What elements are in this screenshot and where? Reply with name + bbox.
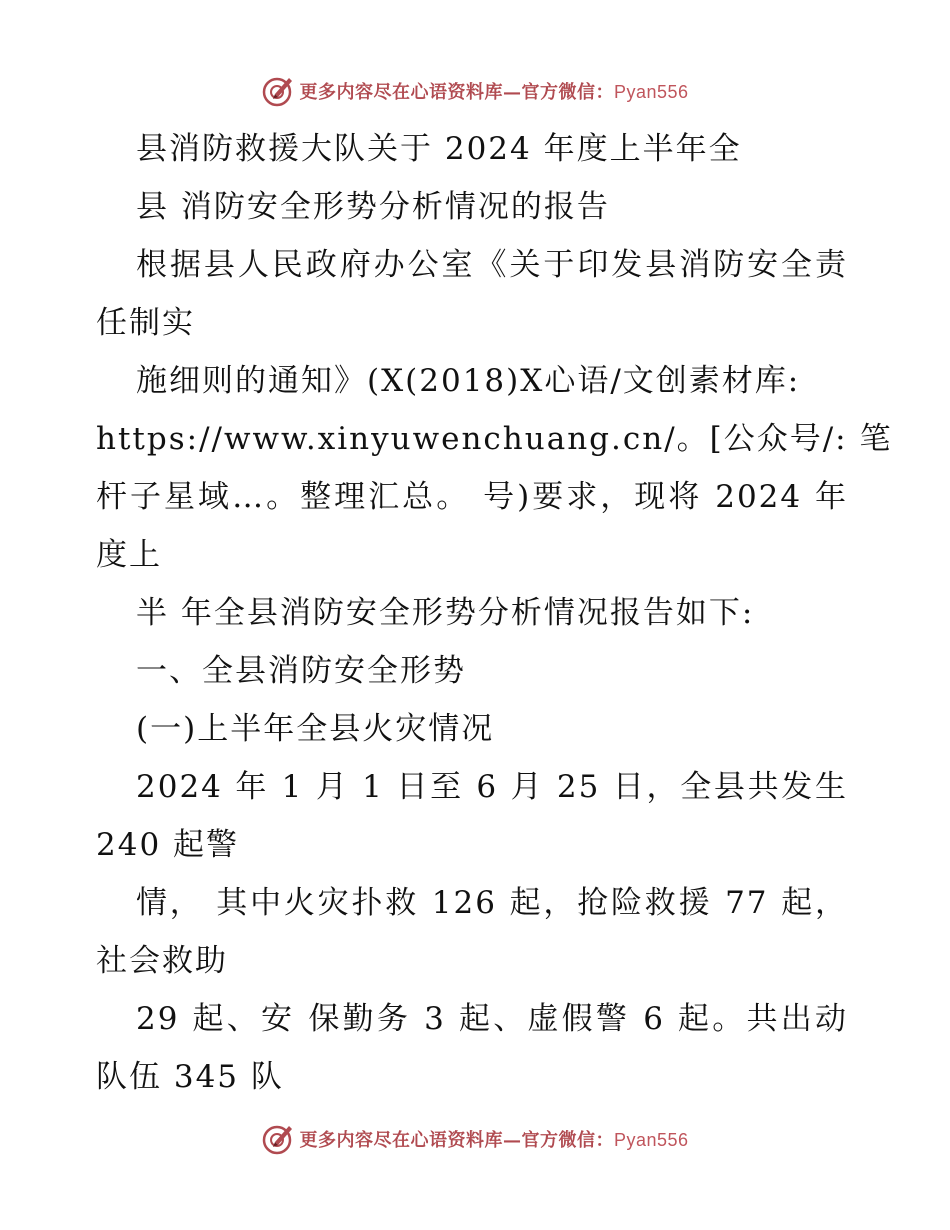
footer-watermark	[0, 1119, 950, 1159]
paragraph-line: 根据县人民政府办公室《关于印发县消防安全责	[136, 247, 848, 283]
document-body	[96, 120, 893, 1106]
watermark-wechat-id: Pyan556	[613, 82, 689, 102]
subsection-heading: (一)上半年全县火灾情况	[136, 711, 495, 747]
title-line-1: 县消防救援大队关于 2024 年度上半年全	[136, 131, 742, 167]
paragraph-line: 240 起警	[96, 827, 240, 863]
paragraph-line: 2024 年 1 月 1 日至 6 月 25 日，全县共发生	[136, 769, 848, 805]
paragraph-line: 队伍 345 队	[96, 1059, 284, 1095]
watermark-brand: 更多内容尽在心语资料库	[299, 82, 503, 103]
paragraph-line: 情， 其中火灾扑救 126 起，抢险救援 77 起，	[136, 885, 848, 921]
pen-logo-icon	[261, 74, 295, 108]
paragraph-line: 施细则的通知》(X(2018)X心语/文创素材库:	[136, 363, 801, 399]
watermark-wechat-label: 官方微信：	[521, 1130, 614, 1151]
title-line-2: 县 消防安全形势分析情况的报告	[136, 189, 610, 225]
watermark-separator: —	[502, 82, 522, 103]
watermark-brand: 更多内容尽在心语资料库	[299, 1130, 503, 1151]
paragraph-line: 度上	[96, 537, 162, 573]
pen-logo-icon	[261, 1122, 295, 1156]
header-watermark	[0, 71, 950, 111]
paragraph-line: 杆子星域…。整理汇总。 号)要求，现将 2024 年	[96, 479, 848, 515]
paragraph-line: https://www.xinyuwenchuang.cn/。[公众号/: 笔	[96, 421, 893, 457]
paragraph-line: 社会救助	[96, 943, 228, 979]
paragraph-line: 半 年全县消防安全形势分析情况报告如下:	[136, 595, 755, 631]
section-heading: 一、全县消防安全形势	[136, 653, 466, 689]
watermark-wechat-id: Pyan556	[613, 1130, 689, 1150]
paragraph-line: 任制实	[96, 305, 195, 341]
watermark-separator: —	[502, 1130, 522, 1151]
watermark-wechat-label: 官方微信：	[521, 82, 614, 103]
paragraph-line: 29 起、安 保勤务 3 起、虚假警 6 起。共出动	[136, 1001, 848, 1037]
